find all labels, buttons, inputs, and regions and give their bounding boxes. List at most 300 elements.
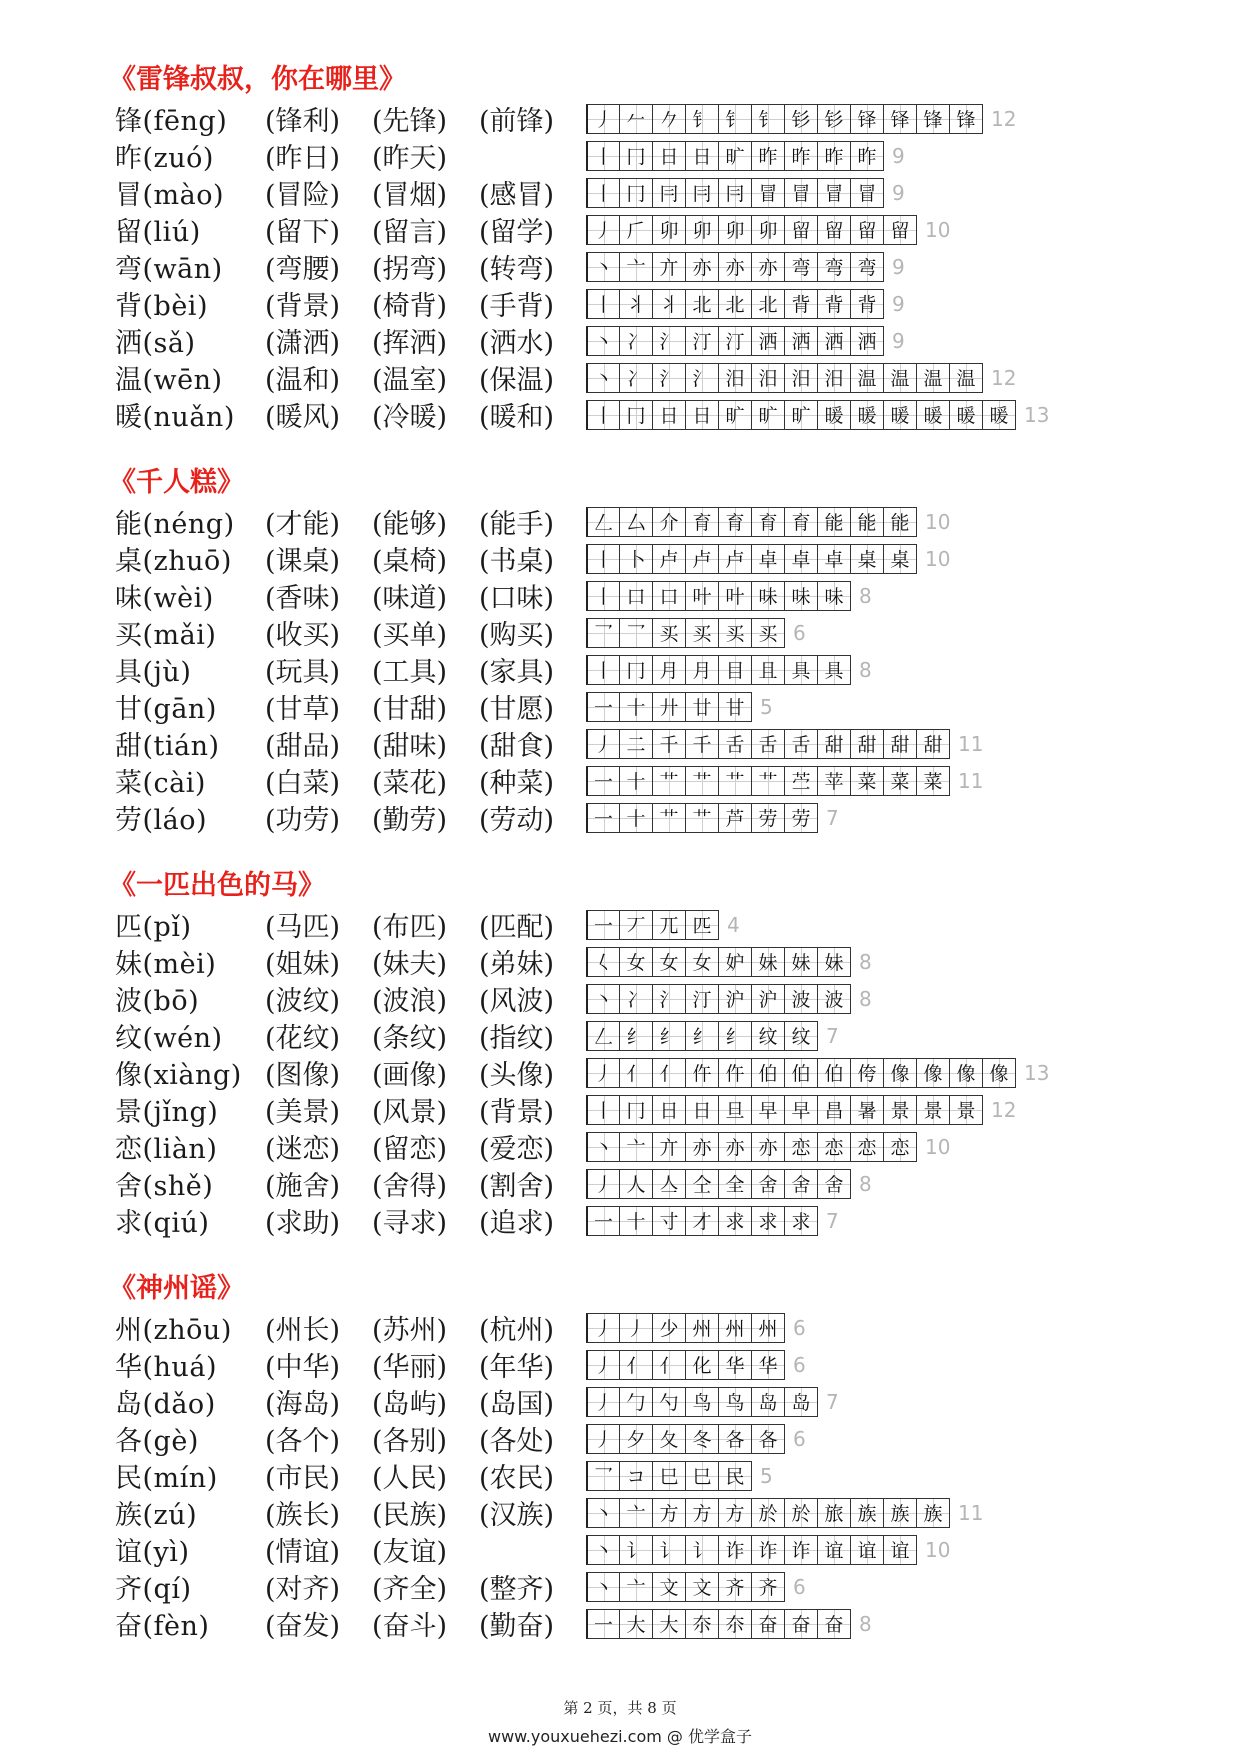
stroke-cell: 𠃋 <box>586 507 620 537</box>
word: (甘甜) <box>372 694 448 725</box>
stroke-cell: 卜 <box>619 544 653 574</box>
stroke-cell: 於 <box>751 1498 785 1528</box>
word: (花纹) <box>265 1023 341 1054</box>
stroke-cell: 日 <box>685 141 719 171</box>
stroke-cell: 卯 <box>652 215 686 245</box>
word-text: 椅背 <box>382 291 437 322</box>
pinyin: wān <box>153 254 212 285</box>
word-text: 勤劳 <box>382 805 437 836</box>
stroke-cell: 丬 <box>652 289 686 319</box>
stroke-cell: 日 <box>652 141 686 171</box>
char-with-pinyin: 各(gè) <box>115 1426 199 1457</box>
stroke-cell: 北 <box>685 289 719 319</box>
pinyin: wén <box>153 1023 212 1054</box>
word: (转弯) <box>479 254 555 285</box>
stroke-cell: 纟 <box>718 1021 752 1051</box>
char-row <box>115 359 1225 396</box>
stroke-cell: 卓 <box>751 544 785 574</box>
word: (各个) <box>265 1426 341 1457</box>
stroke-cell: 口 <box>652 581 686 611</box>
stroke-count: 8 <box>859 583 872 608</box>
stroke-cell: 丶 <box>586 326 620 356</box>
stroke-count: 6 <box>793 1426 806 1451</box>
stroke-cell: 丬 <box>619 289 653 319</box>
word-text: 味道 <box>382 583 437 614</box>
stroke-cell: 妹 <box>817 947 851 977</box>
word: (功劳) <box>265 805 341 836</box>
char-row <box>115 725 1225 762</box>
stroke-cell: 乛 <box>586 618 620 648</box>
stroke-cell: 月 <box>652 655 686 685</box>
stroke-cell: 才 <box>685 1206 719 1236</box>
word: (匹配) <box>479 912 555 943</box>
stroke-cell: 奋 <box>817 1609 851 1639</box>
pinyin: zhuō <box>153 546 221 577</box>
stroke-cell: 大 <box>652 1609 686 1639</box>
word: (州长) <box>265 1315 341 1346</box>
stroke-cell: 菜 <box>916 766 950 796</box>
stroke-count: 6 <box>793 1315 806 1340</box>
stroke-cell: 弯 <box>850 252 884 282</box>
word-text: 冒险 <box>275 180 330 211</box>
stroke-cell: 少 <box>652 1313 686 1343</box>
stroke-cell: 汀 <box>685 984 719 1014</box>
char-with-pinyin: 具(jù) <box>115 657 192 688</box>
char: 洒 <box>115 328 143 359</box>
stroke-cell: 州 <box>751 1313 785 1343</box>
word-text: 温室 <box>382 365 437 396</box>
stroke-cell: 亦 <box>718 1132 752 1162</box>
stroke-cell: 育 <box>751 507 785 537</box>
stroke-cell: 奋 <box>751 1609 785 1639</box>
stroke-cell: 丨 <box>586 1095 620 1125</box>
char-with-pinyin: 能(néng) <box>115 509 235 540</box>
word: (收买) <box>265 620 341 651</box>
char-with-pinyin: 州(zhōu) <box>115 1315 232 1346</box>
word: (求助) <box>265 1208 341 1239</box>
pinyin: xiàng <box>153 1060 231 1091</box>
stroke-cell: 族 <box>883 1498 917 1528</box>
word: (割舍) <box>479 1171 555 1202</box>
word: (书桌) <box>479 546 555 577</box>
stroke-cell: 丶 <box>586 1572 620 1602</box>
word: (甜食) <box>479 731 555 762</box>
word: (条纹) <box>372 1023 448 1054</box>
stroke-cell: 暖 <box>982 400 1016 430</box>
stroke-cell: 铎 <box>850 104 884 134</box>
pinyin: néng <box>153 509 224 540</box>
stroke-cell: 温 <box>916 363 950 393</box>
stroke-cell: 亦 <box>685 1132 719 1162</box>
char-row <box>115 762 1225 799</box>
word-text: 指纹 <box>489 1023 544 1054</box>
stroke-cell: 州 <box>685 1313 719 1343</box>
word-text: 冒烟 <box>382 180 437 211</box>
stroke-cell: 丶 <box>586 984 620 1014</box>
word-text: 白菜 <box>275 768 330 799</box>
stroke-cell: 人 <box>619 1169 653 1199</box>
char: 齐 <box>115 1574 143 1605</box>
stroke-cell: 夂 <box>652 1424 686 1454</box>
stroke-cell: 亣 <box>652 1132 686 1162</box>
stroke-cell: 各 <box>718 1424 752 1454</box>
stroke-cell: 昨 <box>784 141 818 171</box>
word-text: 风景 <box>382 1097 437 1128</box>
word: (留下) <box>265 217 341 248</box>
stroke-cell: 𡿨 <box>586 947 620 977</box>
char: 各 <box>115 1426 143 1457</box>
stroke-cell: 叶 <box>718 581 752 611</box>
pinyin: liàn <box>153 1134 207 1165</box>
stroke-cell: 苎 <box>784 766 818 796</box>
stroke-order-grid <box>586 363 1016 393</box>
word-text: 风波 <box>489 986 544 1017</box>
stroke-cell: 育 <box>685 507 719 537</box>
word: (购买) <box>479 620 555 651</box>
pinyin: sǎ <box>153 328 185 359</box>
char-row <box>115 1346 1225 1383</box>
stroke-cell: 旷 <box>784 400 818 430</box>
stroke-cell: 厶 <box>619 507 653 537</box>
stroke-cell: 丿 <box>586 1058 620 1088</box>
stroke-cell: 𠃋 <box>586 1021 620 1051</box>
stroke-cell: 廿 <box>685 692 719 722</box>
stroke-cell: 丨 <box>586 141 620 171</box>
word: (奋斗) <box>372 1611 448 1642</box>
stroke-count: 8 <box>859 1171 872 1196</box>
stroke-cell: 波 <box>817 984 851 1014</box>
char: 背 <box>115 291 143 322</box>
word-text: 暖和 <box>489 402 544 433</box>
stroke-cell: 丿 <box>586 729 620 759</box>
stroke-count: 11 <box>958 768 984 793</box>
word: (背景) <box>479 1097 555 1128</box>
stroke-cell: 具 <box>784 655 818 685</box>
stroke-order-grid <box>586 1132 950 1162</box>
stroke-cell: 汨 <box>718 363 752 393</box>
word: (农民) <box>479 1463 555 1494</box>
stroke-cell: 纹 <box>751 1021 785 1051</box>
word: (劳动) <box>479 805 555 836</box>
stroke-cell: 温 <box>883 363 917 393</box>
stroke-count: 6 <box>793 620 806 645</box>
stroke-cell: 十 <box>619 692 653 722</box>
stroke-cell: 岛 <box>751 1387 785 1417</box>
stroke-order-grid <box>586 692 773 722</box>
site-credit: www.youxuehezi.com @ 优学盒子 <box>488 1727 752 1746</box>
stroke-order-grid <box>586 104 1016 134</box>
word: (友谊) <box>372 1537 448 1568</box>
word: (潇洒) <box>265 328 341 359</box>
stroke-cell: 纟 <box>619 1021 653 1051</box>
stroke-cell: 弯 <box>784 252 818 282</box>
char-row <box>115 1202 1225 1239</box>
stroke-cell: 菜 <box>883 766 917 796</box>
char-with-pinyin: 景(jǐng) <box>115 1097 219 1128</box>
stroke-cell: 艹 <box>685 766 719 796</box>
stroke-cell: 育 <box>718 507 752 537</box>
stroke-cell: 舌 <box>751 729 785 759</box>
stroke-cell: 讠 <box>619 1535 653 1565</box>
word: (指纹) <box>479 1023 555 1054</box>
char-with-pinyin: 民(mín) <box>115 1463 218 1494</box>
stroke-order-grid <box>586 655 872 685</box>
stroke-cell: 千 <box>652 729 686 759</box>
word-text: 施舍 <box>275 1171 330 1202</box>
stroke-cell: 能 <box>817 507 851 537</box>
char-row <box>115 503 1225 540</box>
word-text: 马匹 <box>275 912 330 943</box>
word: (头像) <box>479 1060 555 1091</box>
stroke-cell: 目 <box>718 655 752 685</box>
word-text: 暖风 <box>275 402 330 433</box>
lesson-section <box>109 463 1225 836</box>
stroke-cell: 沪 <box>751 984 785 1014</box>
word-text: 农民 <box>489 1463 544 1494</box>
word: (工具) <box>372 657 448 688</box>
word: (中华) <box>265 1352 341 1383</box>
stroke-cell: 甜 <box>916 729 950 759</box>
stroke-order-grid <box>586 910 740 940</box>
char-with-pinyin: 弯(wān) <box>115 254 223 285</box>
stroke-cell: 买 <box>751 618 785 648</box>
word-text: 劳动 <box>489 805 544 836</box>
pinyin: wēn <box>153 365 212 396</box>
word: (姐妹) <box>265 949 341 980</box>
word-text: 勤奋 <box>489 1611 544 1642</box>
word: (冷暖) <box>372 402 448 433</box>
word-text: 爱恋 <box>489 1134 544 1165</box>
word: (各处) <box>479 1426 555 1457</box>
stroke-cell: 族 <box>916 1498 950 1528</box>
stroke-cell: 舌 <box>784 729 818 759</box>
stroke-order-grid <box>586 289 905 319</box>
stroke-cell: 亦 <box>751 252 785 282</box>
stroke-order-grid <box>586 544 950 574</box>
word: (洒水) <box>479 328 555 359</box>
char-row <box>115 137 1225 174</box>
char-with-pinyin: 谊(yì) <box>115 1537 190 1568</box>
stroke-order-grid <box>586 947 872 977</box>
stroke-cell: 夵 <box>718 1609 752 1639</box>
lesson-section <box>109 866 1225 1239</box>
stroke-cell: 勹 <box>619 1387 653 1417</box>
word: (勤奋) <box>479 1611 555 1642</box>
char: 岛 <box>115 1389 143 1420</box>
stroke-cell: 劳 <box>784 803 818 833</box>
word-text: 锋利 <box>275 106 330 137</box>
stroke-cell: 背 <box>817 289 851 319</box>
pinyin: láo <box>153 805 197 836</box>
word: (族长) <box>265 1500 341 1531</box>
word-text: 能手 <box>489 509 544 540</box>
word-text: 布匹 <box>382 912 437 943</box>
stroke-cell: 各 <box>751 1424 785 1454</box>
stroke-cell: 氵 <box>685 363 719 393</box>
char-row <box>115 174 1225 211</box>
stroke-cell: 氵 <box>652 984 686 1014</box>
char-row <box>115 688 1225 725</box>
pinyin: gè <box>153 1426 188 1457</box>
char: 锋 <box>115 106 143 137</box>
stroke-order-grid <box>586 1206 839 1236</box>
stroke-cell: 能 <box>850 507 884 537</box>
stroke-cell: 丿 <box>586 104 620 134</box>
char-row <box>115 322 1225 359</box>
word: (冒烟) <box>372 180 448 211</box>
char-with-pinyin: 背(bèi) <box>115 291 208 322</box>
stroke-cell: 十 <box>619 766 653 796</box>
char-with-pinyin: 昨(zuó) <box>115 143 214 174</box>
char-with-pinyin: 锋(fēng) <box>115 106 228 137</box>
stroke-cell: 丨 <box>586 178 620 208</box>
word: (追求) <box>479 1208 555 1239</box>
stroke-cell: 背 <box>850 289 884 319</box>
word: (甜品) <box>265 731 341 762</box>
word: (味道) <box>372 583 448 614</box>
stroke-cell: 桌 <box>850 544 884 574</box>
stroke-cell: 景 <box>916 1095 950 1125</box>
word: (海岛) <box>265 1389 341 1420</box>
stroke-cell: 冂 <box>619 400 653 430</box>
pinyin: mào <box>153 180 214 211</box>
char: 景 <box>115 1097 143 1128</box>
char: 恋 <box>115 1134 143 1165</box>
word: (留言) <box>372 217 448 248</box>
char-row <box>115 980 1225 1017</box>
stroke-cell: 巳 <box>652 1461 686 1491</box>
stroke-cell: 诈 <box>784 1535 818 1565</box>
stroke-cell: 汨 <box>817 363 851 393</box>
lesson-title: 《雷锋叔叔，你在哪里》 <box>109 64 406 95</box>
char: 暖 <box>115 402 143 433</box>
word: (爱恋) <box>479 1134 555 1165</box>
char-with-pinyin: 波(bō) <box>115 986 200 1017</box>
stroke-cell: 文 <box>685 1572 719 1602</box>
stroke-order-grid <box>586 1609 872 1639</box>
word-text: 汉族 <box>489 1500 544 1531</box>
stroke-cell: 丶 <box>586 1535 620 1565</box>
char-row <box>115 248 1225 285</box>
pinyin: mèi <box>153 949 206 980</box>
word: (留学) <box>479 217 555 248</box>
word-text: 挥洒 <box>382 328 437 359</box>
char: 劳 <box>115 805 143 836</box>
stroke-cell: 亦 <box>685 252 719 282</box>
char-with-pinyin: 甜(tián) <box>115 731 220 762</box>
stroke-cell: 求 <box>784 1206 818 1236</box>
word-text: 留恋 <box>382 1134 437 1165</box>
stroke-order-grid <box>586 618 806 648</box>
word-text: 背景 <box>275 291 330 322</box>
stroke-cell: 求 <box>751 1206 785 1236</box>
word: (弟妹) <box>479 949 555 980</box>
stroke-cell: 廾 <box>652 692 686 722</box>
stroke-cell: 亦 <box>718 252 752 282</box>
char: 留 <box>115 217 143 248</box>
stroke-count: 7 <box>826 1023 839 1048</box>
stroke-count: 8 <box>859 657 872 682</box>
stroke-cell: 一 <box>586 910 620 940</box>
word-text: 拐弯 <box>382 254 437 285</box>
char-with-pinyin: 温(wēn) <box>115 365 223 396</box>
stroke-cell: 於 <box>784 1498 818 1528</box>
stroke-cell: 舍 <box>817 1169 851 1199</box>
stroke-cell: 亦 <box>751 1132 785 1162</box>
word: (椅背) <box>372 291 448 322</box>
pinyin: jǐng <box>153 1097 208 1128</box>
word-text: 割舍 <box>489 1171 544 1202</box>
word-text: 市民 <box>275 1463 330 1494</box>
stroke-cell: 景 <box>883 1095 917 1125</box>
word-text: 情谊 <box>275 1537 330 1568</box>
stroke-cell: 华 <box>751 1350 785 1380</box>
stroke-cell: 仝 <box>685 1169 719 1199</box>
word-text: 桌椅 <box>382 546 437 577</box>
stroke-cell: 舌 <box>718 729 752 759</box>
word: (背景) <box>265 291 341 322</box>
stroke-cell: 温 <box>949 363 983 393</box>
stroke-cell: 味 <box>817 581 851 611</box>
word: (迷恋) <box>265 1134 341 1165</box>
char-with-pinyin: 纹(wén) <box>115 1023 223 1054</box>
word-text: 图像 <box>275 1060 330 1091</box>
char-with-pinyin: 妹(mèi) <box>115 949 217 980</box>
stroke-cell: 艹 <box>652 766 686 796</box>
stroke-cell: 卯 <box>718 215 752 245</box>
stroke-cell: 留 <box>784 215 818 245</box>
stroke-cell: 汀 <box>718 326 752 356</box>
stroke-cell: 叶 <box>685 581 719 611</box>
stroke-cell: 暖 <box>817 400 851 430</box>
word-text: 年华 <box>489 1352 544 1383</box>
char-row <box>115 540 1225 577</box>
stroke-cell: 介 <box>652 507 686 537</box>
word: (各别) <box>372 1426 448 1457</box>
word-text: 头像 <box>489 1060 544 1091</box>
stroke-cell: 州 <box>718 1313 752 1343</box>
word-text: 前锋 <box>489 106 544 137</box>
stroke-order-grid <box>586 1021 839 1051</box>
stroke-cell: 味 <box>784 581 818 611</box>
stroke-count: 9 <box>892 291 905 316</box>
lesson-list <box>109 60 1225 1672</box>
word-text: 留下 <box>275 217 330 248</box>
stroke-count: 9 <box>892 328 905 353</box>
word-text: 州长 <box>275 1315 330 1346</box>
word-text: 弟妹 <box>489 949 544 980</box>
stroke-cell: 丨 <box>586 400 620 430</box>
char-with-pinyin: 奋(fèn) <box>115 1611 210 1642</box>
stroke-cell: 旷 <box>718 141 752 171</box>
stroke-cell: 甜 <box>817 729 851 759</box>
word: (口味) <box>479 583 555 614</box>
word-text: 追求 <box>489 1208 544 1239</box>
char: 桌 <box>115 546 143 577</box>
word-text: 留言 <box>382 217 437 248</box>
word-text: 中华 <box>275 1352 330 1383</box>
word-text: 先锋 <box>382 106 437 137</box>
word-text: 工具 <box>382 657 437 688</box>
stroke-cell: 口 <box>619 581 653 611</box>
stroke-cell: 全 <box>718 1169 752 1199</box>
word-text: 功劳 <box>275 805 330 836</box>
stroke-cell: 汀 <box>685 326 719 356</box>
word-text: 匹配 <box>489 912 544 943</box>
stroke-count: 12 <box>991 106 1017 131</box>
stroke-cell: 谊 <box>883 1535 917 1565</box>
stroke-cell: 亣 <box>652 252 686 282</box>
